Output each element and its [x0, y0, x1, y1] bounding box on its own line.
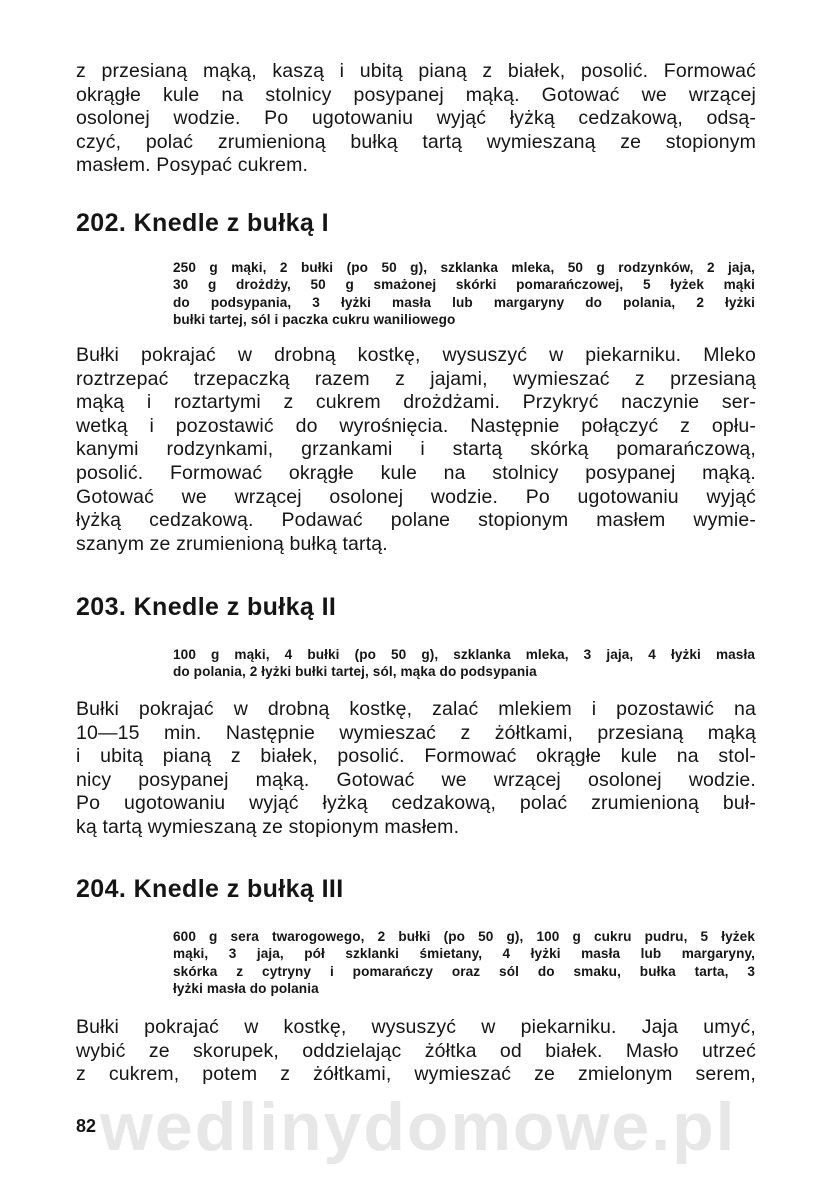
recipe-204-method [76, 1016, 756, 1087]
recipe-203-method [76, 698, 756, 840]
text-line: kanymi rodzynkami, grzankami i startą skórką pomarańczową, [76, 438, 756, 461]
text-line: Po ugotowaniu wyjąć łyżką cedzakową, polać zrumienioną buł- [76, 792, 756, 815]
text-line: masłem. Posypać cukrem. [76, 154, 309, 177]
watermark: wedlinydomowe.pl [100, 1089, 737, 1165]
ingredient-line: bułki tartej, sól i paczka cukru waniliowego [173, 312, 456, 328]
text-line: Gotować we wrzącej osolonej wodzie. Po ugotowaniu wyjąć [76, 485, 756, 508]
ingredient-line: do polania, 2 łyżki bułki tartej, sól, mąka do podsypania [173, 664, 537, 680]
recipe-202-ingredients [173, 259, 755, 329]
recipe-202-heading: 202. Knedle z bułką I [76, 209, 329, 237]
text-line: wybić ze skorupek, oddzielając żółtka od białek. Masło utrzeć [76, 1039, 756, 1062]
ingredient-line: do podsypania, 3 łyżki masła lub margaryny do polania, 2 łyżki [173, 294, 755, 310]
text-line: ką tartą wymieszaną ze stopionym masłem. [76, 815, 460, 838]
page-number: 82 [76, 1116, 97, 1136]
ingredient-line: skórka z cytryny i pomarańczy oraz sól do smaku, bułka tarta, 3 [173, 963, 755, 979]
text-line: Bułki pokrajać w drobną kostkę, zalać mlekiem i pozostawić na [76, 698, 756, 720]
ingredient-line: 30 g drożdży, 50 g smażonej skórki pomarańczowej, 5 łyżek mąki [173, 277, 755, 293]
ingredient-line: mąki, 3 jaja, pół szklanki śmietany, 4 łyżki masła lub margaryny, [173, 946, 755, 962]
text-line: i ubitą pianą z białek, posolić. Formować okrągłe kule na stol- [76, 745, 756, 768]
text-line: osolonej wodzie. Po ugotowaniu wyjąć łyżką cedzakową, odsą- [76, 107, 756, 130]
text-line: 10—15 min. Następnie wymieszać z żółtkami, przesianą mąką [76, 721, 756, 744]
recipe-204-ingredients [173, 928, 755, 998]
text-line: roztrzepać trzepaczką razem z jajami, wymieszać z przesianą [76, 367, 756, 390]
ingredient-line: łyżki masła do polania [173, 981, 319, 997]
recipe-203-heading: 203. Knedle z bułką II [76, 593, 337, 621]
text-line: łyżką cedzakową. Podawać polane stopionym masłem wymie- [76, 509, 756, 532]
text-line: mąką i roztartymi z cukrem drożdżami. Przykryć naczynie ser- [76, 391, 756, 414]
text-line: wetką i pozostawić do wyrośnięcia. Następnie połączyć z opłu- [76, 414, 756, 437]
text-line: nicy posypanej mąką. Gotować we wrzącej osolonej wodzie. [76, 768, 756, 791]
text-line: szanym ze zrumienioną bułką tartą. [76, 532, 388, 555]
ingredient-line: 250 g mąki, 2 bułki (po 50 g), szklanka mleka, 50 g rodzynków, 2 jaja, [173, 260, 755, 275]
ingredient-line: 600 g sera twarogowego, 2 bułki (po 50 g), 100 g cukru pudru, 5 łyżek [173, 929, 755, 944]
recipe-202-method [76, 344, 756, 556]
recipe-203-ingredients [173, 646, 755, 681]
text-line: okrągłe kule na stolnicy posypanej mąką. Gotować we wrzącej [76, 83, 756, 106]
text-line: posolić. Formować okrągłe kule na stolnicy posypanej mąką. [76, 461, 756, 484]
text-line: z przesianą mąką, kaszą i ubitą pianą z białek, posolić. Formować [76, 60, 756, 82]
text-line: z cukrem, potem z żółtkami, wymieszać ze zmielonym serem, [76, 1063, 756, 1086]
text-line: Bułki pokrajać w drobną kostkę, wysuszyć w piekarniku. Mleko [76, 344, 756, 366]
ingredient-line: 100 g mąki, 4 bułki (po 50 g), szklanka mleka, 3 jaja, 4 łyżki masła [173, 647, 755, 662]
text-line: Bułki pokrajać w kostkę, wysuszyć w piekarniku. Jaja umyć, [76, 1016, 756, 1038]
recipe-204-heading: 204. Knedle z bułką III [76, 875, 344, 903]
text-line: czyć, polać zrumienioną bułką tartą wymieszaną ze stopionym [76, 130, 756, 153]
intro-paragraph [76, 60, 756, 178]
